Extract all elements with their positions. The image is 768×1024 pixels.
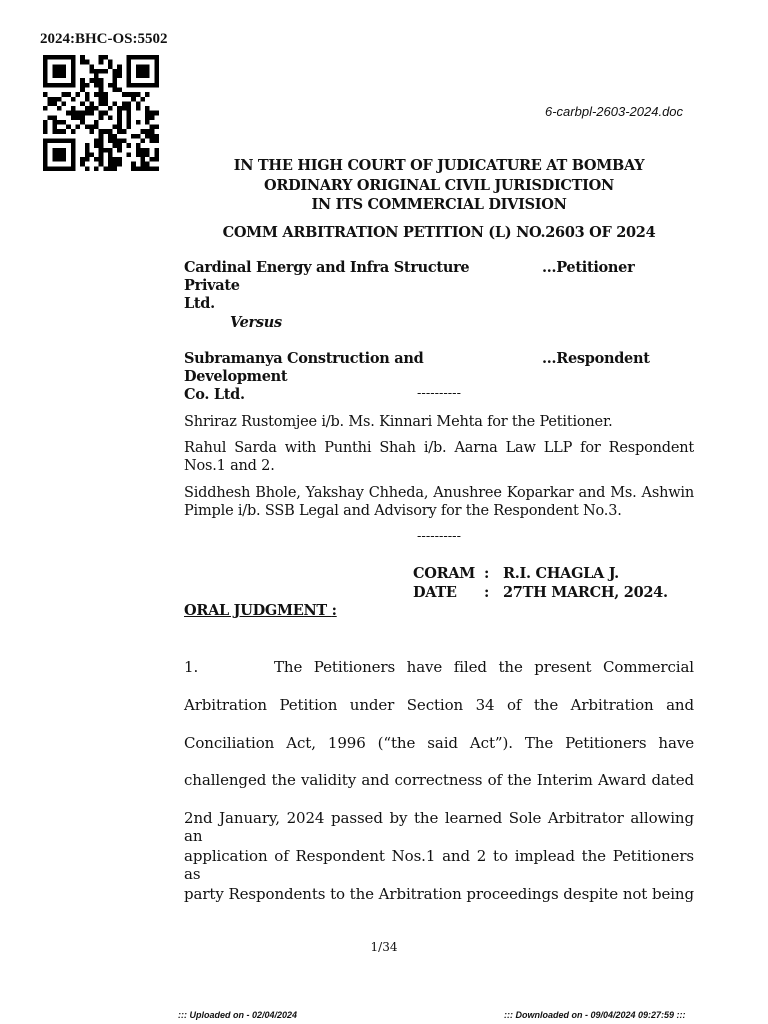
- judgment-line: Arbitration Petition under Section 34 of the Arbitration and: [184, 696, 694, 714]
- neutral-citation: 2024:BHC-OS:5502: [40, 31, 168, 47]
- counsel-petitioner: Shriraz Rustomjee i/b. Ms. Kinnari Mehta for the Petitioner.: [184, 414, 613, 430]
- page-number: 1/34: [370, 940, 398, 954]
- versus-label: Versus: [230, 314, 282, 331]
- division: IN ITS COMMERCIAL DIVISION: [311, 196, 567, 213]
- petitioner-role: …Petitioner: [542, 259, 635, 276]
- qr-code-icon: [39, 55, 163, 171]
- separator: ----------: [417, 529, 461, 544]
- counsel-respondent-1-2: Rahul Sarda with Punthi Shah i/b. Aarna Law LLP for Respondent Nos.1 and 2.: [184, 440, 694, 474]
- judgment-line: application of Respondent Nos.1 and 2 to implead the Petitioners as: [184, 847, 694, 883]
- coram-colon: :: [484, 565, 490, 582]
- judgment-line: challenged the validity and correctness of the Interim Award dated: [184, 771, 694, 789]
- judgment-line: Conciliation Act, 1996 (“the said Act”). The Petitioners have: [184, 734, 694, 752]
- court-name: IN THE HIGH COURT OF JUDICATURE AT BOMBAY: [233, 157, 645, 174]
- judgment-line: The Petitioners have filed the present Commercial: [274, 658, 694, 676]
- paragraph-number: 1.: [184, 658, 199, 676]
- separator: ----------: [417, 386, 461, 401]
- coram-judge: R.I. CHAGLA J.: [503, 565, 619, 582]
- judgment-line: 2nd January, 2024 passed by the learned Sole Arbitrator allowing an: [184, 809, 694, 845]
- case-number: COMM ARBITRATION PETITION (L) NO.2603 OF 2024: [222, 224, 656, 241]
- respondent-name: Subramanya Construction and Development Co. Ltd.: [184, 350, 424, 403]
- respondent-role: …Respondent: [542, 350, 650, 367]
- jurisdiction: ORDINARY ORIGINAL CIVIL JURISDICTION: [264, 177, 614, 194]
- coram-label: CORAM: [413, 565, 476, 582]
- judgment-line: party Respondents to the Arbitration proceedings despite not being: [184, 885, 694, 903]
- downloaded-stamp: ::: Downloaded on - 09/04/2024 09:27:59 :::: [504, 1010, 686, 1020]
- counsel-respondent-3: Siddhesh Bhole, Yakshay Chheda, Anushree Koparkar and Ms. Ashwin Pimple i/b. SSB Legal and Advisory for the Respondent No.3.: [184, 485, 694, 519]
- date-colon: :: [484, 584, 490, 601]
- date-label: DATE: [413, 584, 457, 601]
- document-filename: 6-carbpl-2603-2024.doc: [545, 104, 684, 119]
- uploaded-stamp: ::: Uploaded on - 02/04/2024: [178, 1010, 298, 1020]
- petitioner-name: Cardinal Energy and Infra Structure Private Ltd.: [184, 259, 470, 312]
- judgment-date: 27TH MARCH, 2024.: [503, 584, 668, 601]
- oral-judgment-heading: ORAL JUDGMENT :: [184, 602, 337, 619]
